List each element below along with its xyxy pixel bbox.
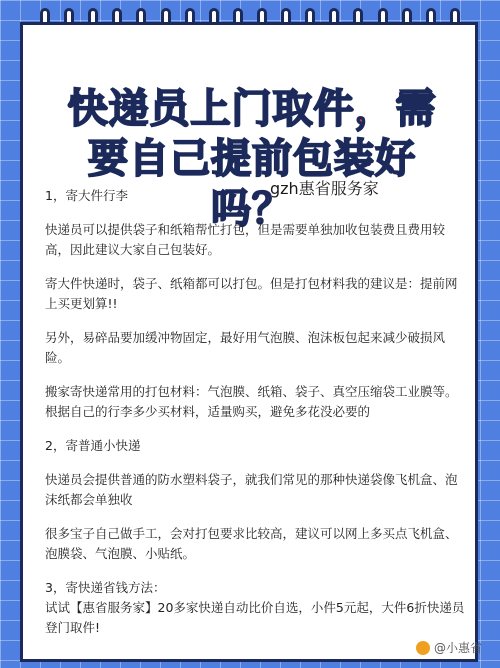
paragraph: 快递员会提供普通的防水塑料袋子，就我们常见的那种快递袋像飞机盒、泡沫纸都会单独收 <box>45 472 458 507</box>
brand-label: gzh惠省服务家 <box>270 179 379 198</box>
section-heading-3: 3，寄快递省钱方法： 试试【惠省服务家】20多家快递自动比价自选，小件5元起，大件6折快递员登门取件! <box>45 580 465 635</box>
paragraph: 很多宝子自己做手工，会对打包要求比较高，建议可以网上多买点飞机盒、泡膜袋、气泡膜、小贴纸。 <box>45 526 458 561</box>
section-heading-2: 2，寄普通小快递 <box>45 438 141 453</box>
paragraph: 搬家寄快递常用的打包材料：气泡膜、纸箱、袋子、真空压缩袋工业膜等。根据自己的行李多少买材料，适量购买，避免多花没必要的 <box>45 384 458 419</box>
content-body <box>45 186 465 652</box>
paragraph: 寄大件快递时，袋子、纸箱都可以打包。但是打包材料我的建议是：提前网上买更划算!! <box>45 276 458 311</box>
title-line-1: 快递员上门取件，需 <box>67 86 437 132</box>
paragraph: 另外，易碎品要加缓冲物固定，最好用气泡膜、泡沫板包起来减少破损风险。 <box>45 330 446 365</box>
watermark-text: @小惠省 <box>433 641 482 655</box>
footer-watermark <box>416 639 482 656</box>
account-badge-icon <box>416 641 430 655</box>
title-line-2: 要自己提前包装好吗？ <box>88 136 416 232</box>
section-heading-1: 1，寄大件行李 <box>45 188 128 203</box>
paragraph: 快递员可以提供袋子和纸箱帮忙打包，但是需要单独加收包装费且费用较高，因此建议大家自己包装好。 <box>45 222 446 257</box>
